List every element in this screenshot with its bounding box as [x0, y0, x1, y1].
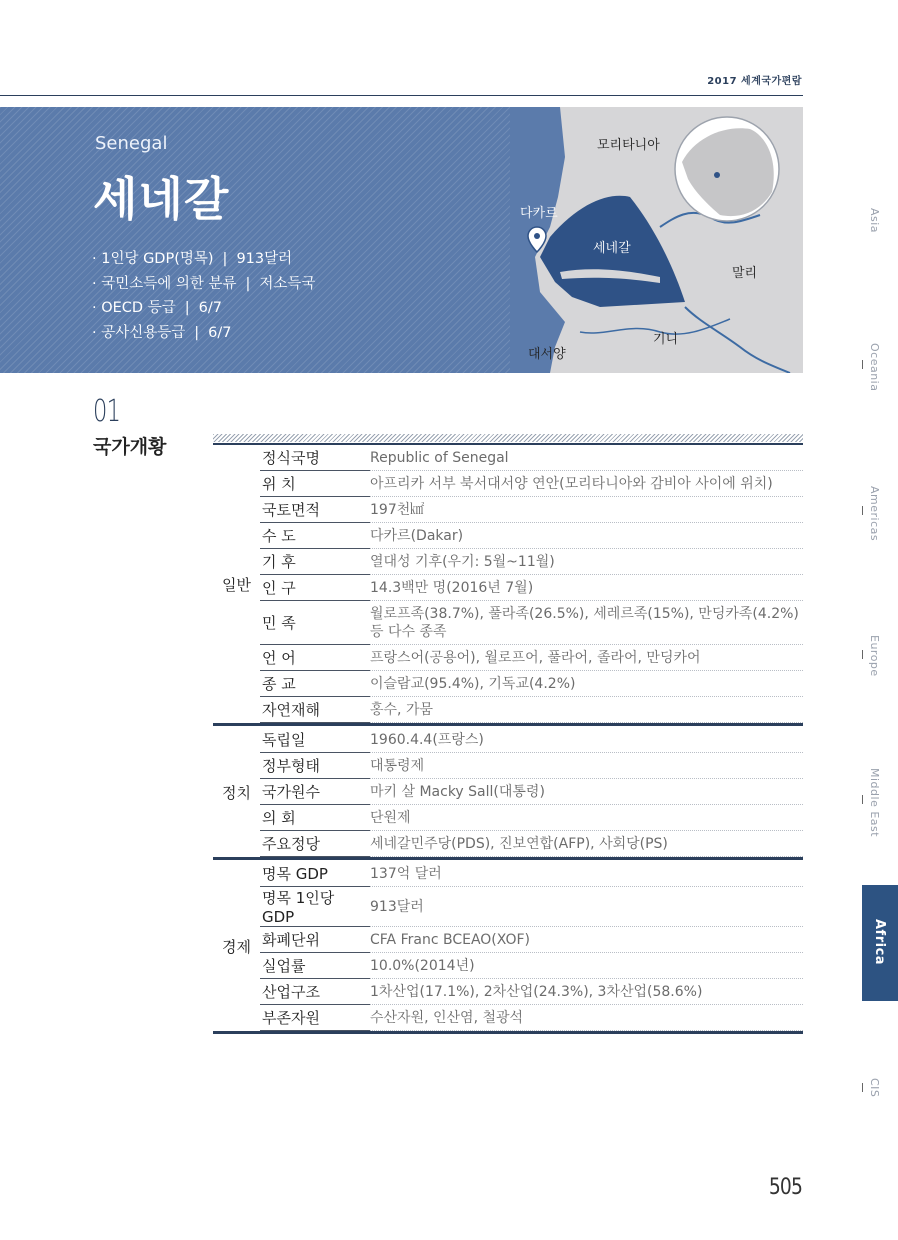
map-label-senegal: 세네갈 — [593, 241, 631, 256]
map-label-dakar: 다카르 — [520, 206, 558, 221]
side-nav-tick — [862, 360, 863, 369]
fact-oecd-grade: · OECD 등급 | 6/7 — [92, 300, 222, 316]
table-row — [260, 805, 803, 831]
row-value: 단원제 — [370, 810, 411, 826]
row-value: 913달러 — [370, 899, 424, 915]
row-key: 의 회 — [260, 805, 370, 831]
info-group-politics — [213, 727, 803, 857]
page-number: 505 — [768, 1175, 802, 1200]
row-key: 민 족 — [260, 601, 370, 645]
row-value: 마키 살 Macky Sall(대통령) — [370, 784, 545, 800]
row-value: 14.3백만 명(2016년 7월) — [370, 580, 534, 596]
fact-gdp-per-capita: · 1인당 GDP(명목) | 913달러 — [92, 251, 293, 267]
row-key: 정식국명 — [260, 445, 370, 471]
map-label-mali: 말리 — [732, 266, 758, 281]
row-key: 실업률 — [260, 953, 370, 979]
row-key: 인 구 — [260, 575, 370, 601]
table-row — [260, 953, 803, 979]
table-bottom-rule — [213, 1031, 803, 1035]
table-row — [260, 779, 803, 805]
table-row — [260, 497, 803, 523]
row-value: 프랑스어(공용어), 월로프어, 풀라어, 졸라어, 만딩카어 — [370, 650, 701, 666]
country-map — [510, 107, 803, 373]
table-row — [260, 1005, 803, 1031]
row-value: 1차산업(17.1%), 2차산업(24.3%), 3차산업(58.6%) — [370, 984, 703, 1000]
table-row — [260, 697, 803, 723]
side-nav-tick — [862, 795, 863, 804]
side-nav-middle-east[interactable]: Middle East — [868, 768, 881, 838]
info-group-economy — [213, 861, 803, 1031]
side-nav-africa-active[interactable] — [862, 885, 898, 1001]
fact-credit-grade: · 공사신용등급 | 6/7 — [92, 324, 232, 341]
row-value: 열대성 기후(우기: 5월~11월) — [370, 554, 555, 570]
row-value: Republic of Senegal — [370, 450, 509, 466]
row-value: 홍수, 가뭄 — [370, 702, 433, 718]
row-value: 137억 달러 — [370, 866, 442, 882]
row-key: 독립일 — [260, 727, 370, 753]
side-nav-americas[interactable]: Americas — [868, 486, 881, 542]
table-row — [260, 727, 803, 753]
table-row — [260, 549, 803, 575]
row-key: 기 후 — [260, 549, 370, 575]
row-value: 대통령제 — [370, 758, 425, 774]
row-value: 수산자원, 인산염, 철광석 — [370, 1010, 524, 1026]
table-row — [260, 831, 803, 857]
side-nav-europe[interactable]: Europe — [868, 635, 881, 677]
side-nav-oceania[interactable]: Oceania — [868, 343, 881, 392]
country-name-en: Senegal — [95, 133, 168, 154]
country-name-ko: 세네갈 — [93, 172, 230, 226]
row-key: 명목 1인당 GDP — [260, 887, 370, 927]
side-nav-africa-label: Africa — [872, 919, 887, 966]
table-row — [260, 445, 803, 471]
section-title: 국가개황 — [93, 436, 167, 458]
row-key: 정부형태 — [260, 753, 370, 779]
category-label: 정치 — [222, 783, 251, 802]
row-key: 국가원수 — [260, 779, 370, 805]
row-value: 197천㎢ — [370, 502, 425, 518]
row-key: 부존자원 — [260, 1005, 370, 1031]
table-row — [260, 979, 803, 1005]
table-row — [260, 601, 803, 645]
row-key: 국토면적 — [260, 497, 370, 523]
row-value: 월로프족(38.7%), 풀라족(26.5%), 세레르족(15%), 만딩카족(4.2%) 등 다수 종족 — [370, 606, 799, 640]
publication-title: 2017 세계국가편람 — [707, 76, 802, 87]
row-key: 산업구조 — [260, 979, 370, 1005]
header-rule — [0, 95, 803, 96]
table-row — [260, 471, 803, 497]
section-number: 01 — [93, 394, 121, 429]
table-row — [260, 671, 803, 697]
side-nav-tick — [862, 506, 863, 515]
side-nav-cis[interactable]: CIS — [868, 1078, 881, 1098]
row-value: 이슬람교(95.4%), 기독교(4.2%) — [370, 676, 576, 692]
fact-income-class: · 국민소득에 의한 분류 | 저소득국 — [92, 275, 316, 292]
info-group-general — [213, 445, 803, 723]
country-banner — [0, 107, 510, 373]
row-value: CFA Franc BCEAO(XOF) — [370, 932, 530, 948]
table-row — [260, 887, 803, 927]
row-key: 수 도 — [260, 523, 370, 549]
row-key: 화폐단위 — [260, 927, 370, 953]
row-key: 종 교 — [260, 671, 370, 697]
country-info-table — [213, 445, 803, 1035]
row-value: 세네갈민주당(PDS), 진보연합(AFP), 사회당(PS) — [370, 836, 668, 852]
row-key: 자연재해 — [260, 697, 370, 723]
table-row — [260, 645, 803, 671]
row-key: 명목 GDP — [260, 861, 370, 887]
row-value: 다카르(Dakar) — [370, 528, 464, 544]
row-key: 주요정당 — [260, 831, 370, 857]
side-nav-tick — [862, 650, 863, 659]
table-row — [260, 753, 803, 779]
map-label-guinea: 기니 — [653, 332, 679, 347]
category-label: 경제 — [222, 937, 251, 956]
side-nav-tick — [862, 1083, 863, 1092]
map-label-atlantic: 대서양 — [528, 347, 566, 362]
row-key: 위 치 — [260, 471, 370, 497]
row-key: 언 어 — [260, 645, 370, 671]
row-value: 1960.4.4(프랑스) — [370, 732, 484, 748]
section-hatch-bar — [213, 434, 803, 442]
table-row — [260, 861, 803, 887]
side-nav-asia[interactable]: Asia — [868, 208, 881, 234]
table-row — [260, 575, 803, 601]
category-label: 일반 — [222, 575, 251, 594]
table-row — [260, 927, 803, 953]
map-label-mauritania: 모리타니아 — [597, 138, 660, 153]
table-row — [260, 523, 803, 549]
key-facts-list — [92, 247, 315, 345]
row-value: 10.0%(2014년) — [370, 958, 475, 974]
row-value: 아프리카 서부 북서대서양 연안(모리타니아와 감비아 사이에 위치) — [370, 476, 773, 492]
